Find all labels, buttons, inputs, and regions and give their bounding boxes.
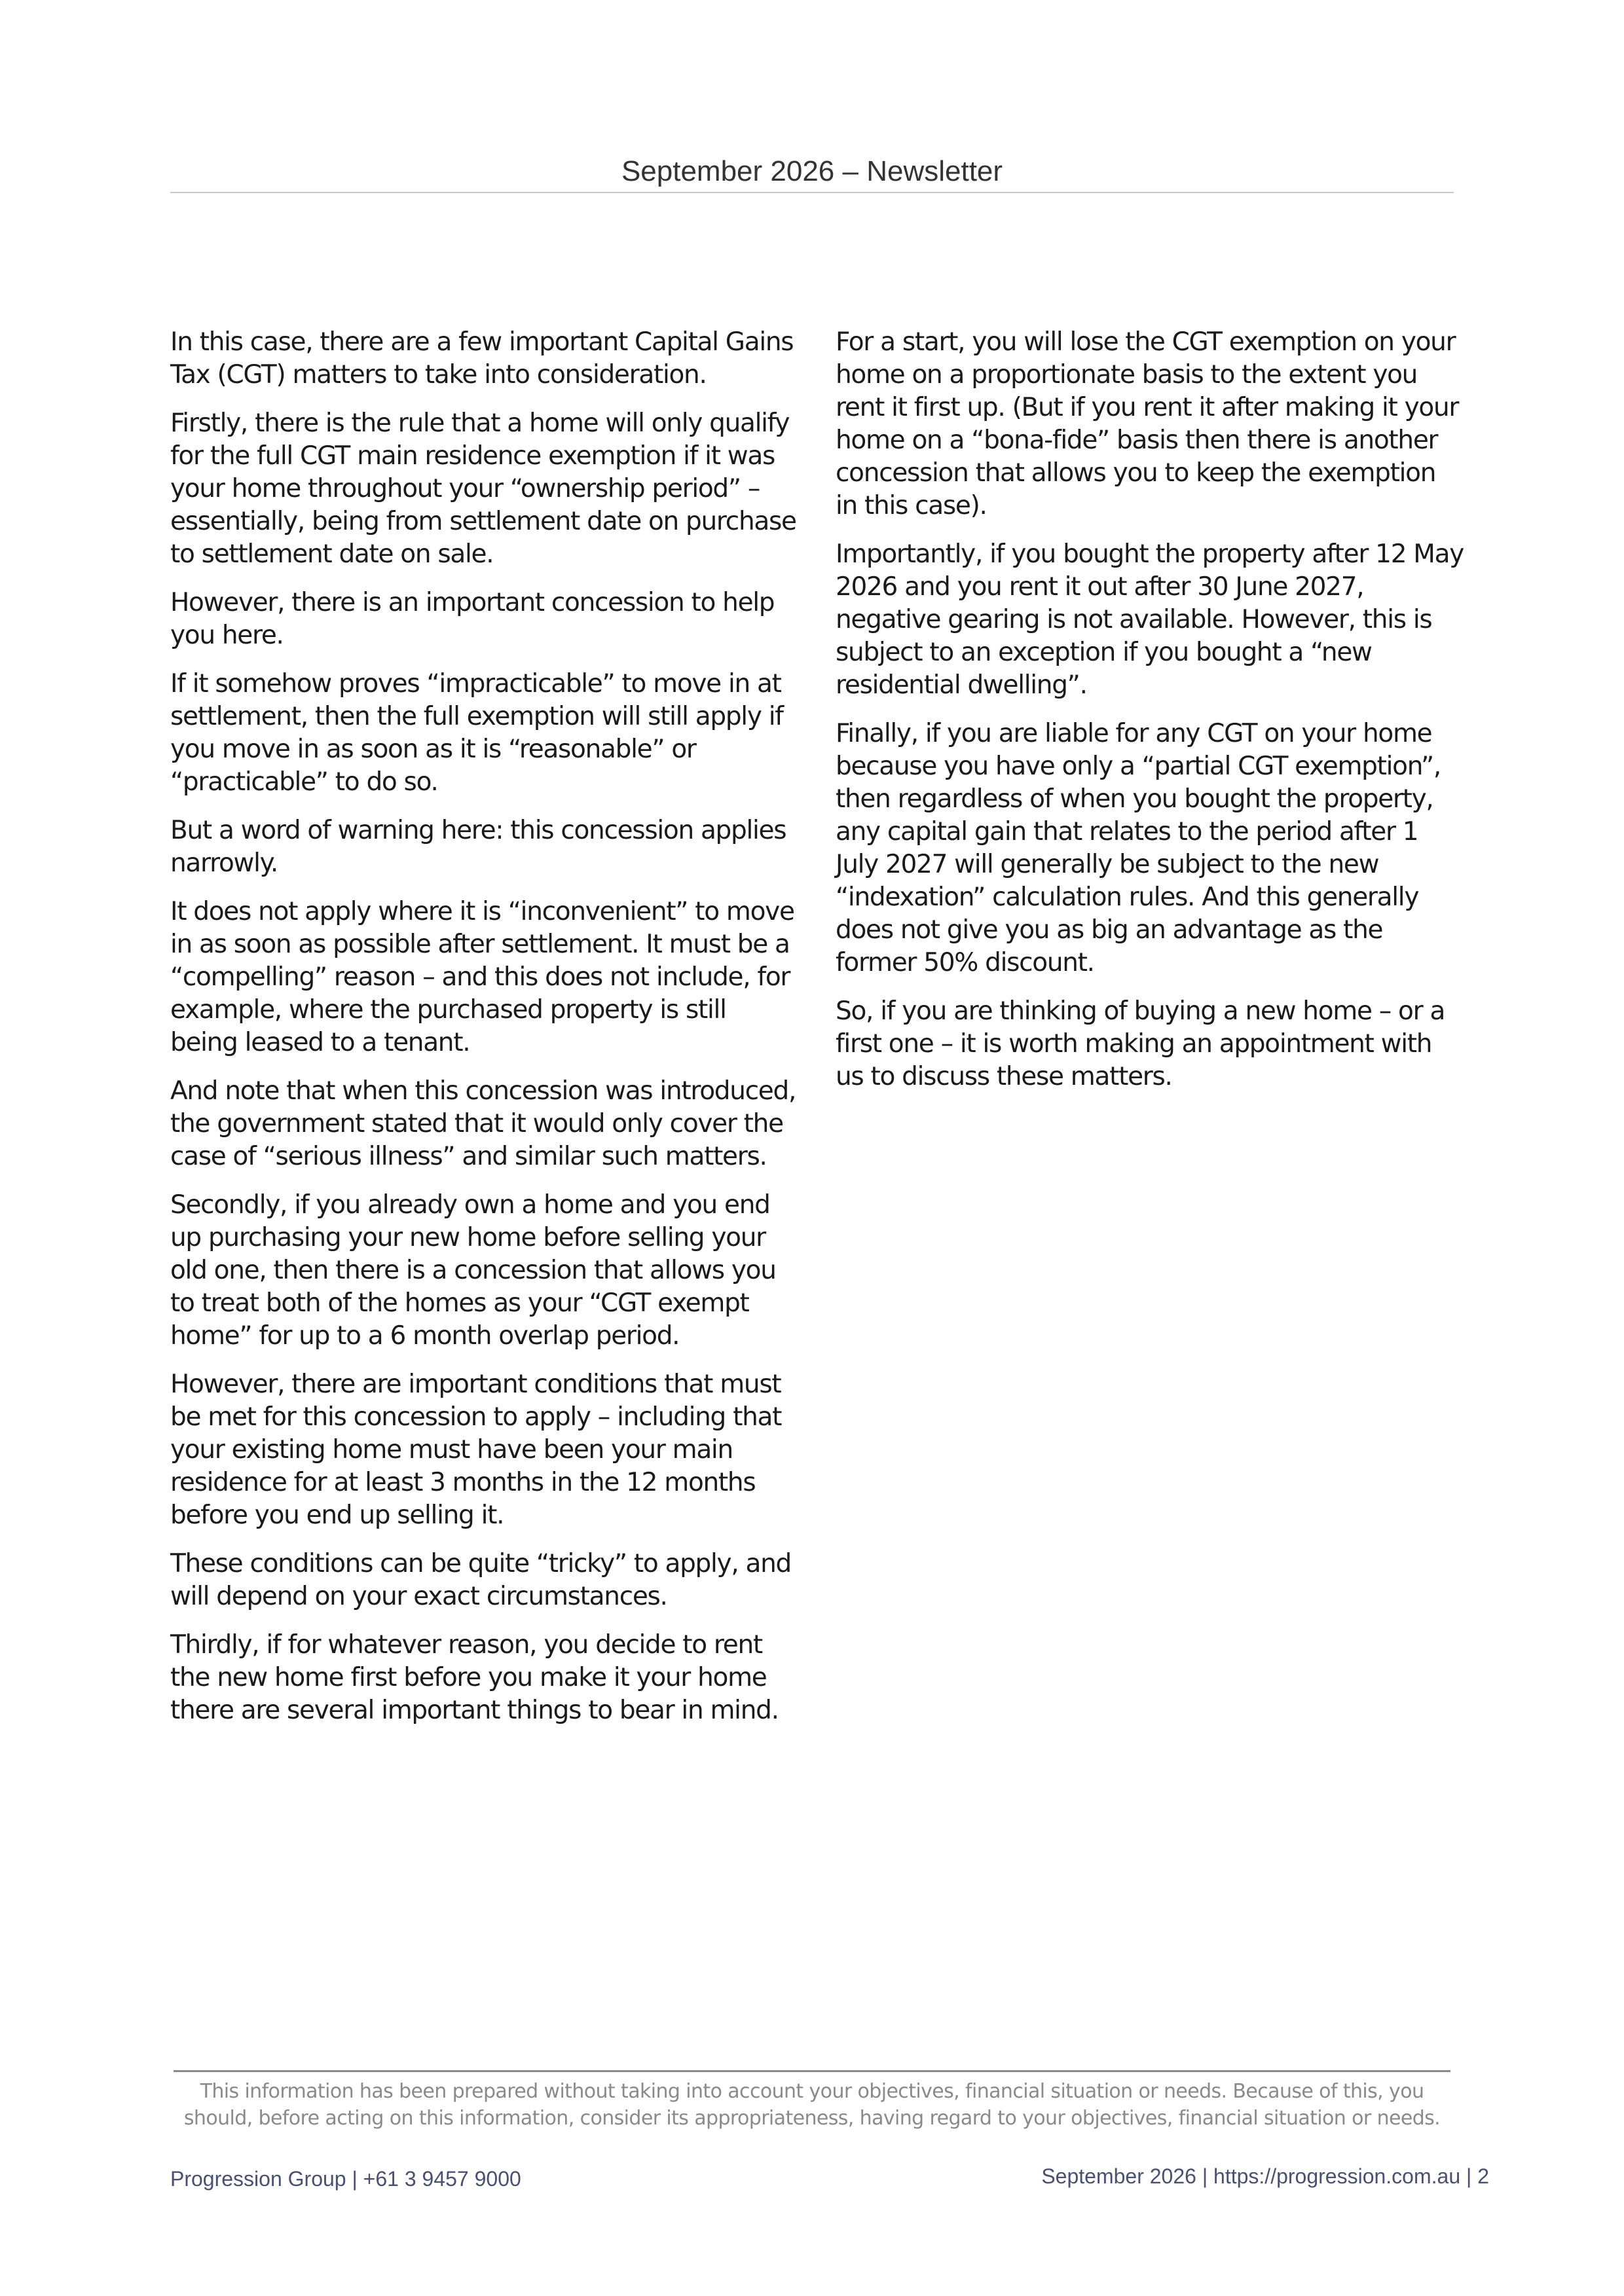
article-left-column (170, 326, 799, 1743)
paragraph: Thirdly, if for whatever reason, you decide to rent the new home first before you make it your home there are several important things to bear in mind. (170, 1630, 779, 1725)
paragraph: If it somehow proves “impracticable” to move in at settlement, then the full exemption will still apply if you move in as soon as it is “reasonable” or “practicable” to do so. (170, 669, 783, 797)
paragraph: Secondly, if you already own a home and you end up purchasing your new home before selling your old one, then there is a concession that allows you to treat both of the homes as your “CGT exempt home” for up to a 6 month overlap period. (170, 1190, 776, 1351)
paragraph: Firstly, there is the rule that a home will only qualify for the full CGT main residence exemption if it was your home throughout your “ownership period” – essentially, being from settlement date on purchase to settlement date on sale. (170, 409, 796, 569)
paragraph: For a start, you will lose the CGT exemption on your home on a proportionate basis to the extent you rent it first up. (But if you rent it after making it your home on a “bona-fide” basis then there is another concession that allows you to keep the exemption in this case). (836, 327, 1459, 520)
disclaimer-line: This information has been prepared without taking into account your objectives, financial situation or needs. Because of this, you (200, 2080, 1424, 2103)
paragraph: Importantly, if you bought the property after 12 May 2026 and you rent it out after 30 June 2027, negative gearing is not available. However, this is subject to an exception if you bought a “new residential dwelling”. (836, 539, 1464, 700)
paragraph: However, there is an important concession to help you here. (170, 588, 775, 650)
footer-contact: Progression Group | +61 3 9457 9000 (170, 2167, 521, 2191)
header-divider (170, 192, 1454, 193)
footer-date-url-page: September 2026 | https://progression.com.au | 2 (1041, 2164, 1489, 2188)
paragraph: And note that when this concession was introduced, the government stated that it would only cover the case of “serious illness” and similar such matters. (170, 1076, 796, 1171)
footer-divider (174, 2070, 1450, 2072)
disclaimer-line: should, before acting on this information, consider its appropriateness, having regard to your objectives, financial situation or needs. (183, 2107, 1441, 2130)
paragraph: But a word of warning here: this concession applies narrowly. (170, 816, 786, 878)
disclaimer (170, 2078, 1454, 2132)
paragraph: It does not apply where it is “inconvenient” to move in as soon as possible after settlement. It must be a “compelling” reason – and this does not include, for example, where the purchased property is still being leased to a tenant. (170, 897, 794, 1057)
paragraph: These conditions can be quite “tricky” to apply, and will depend on your exact circumstances. (170, 1549, 792, 1611)
paragraph: In this case, there are a few important Capital Gains Tax (CGT) matters to take into consideration. (170, 327, 794, 390)
newsletter-header-title: September 2026 – Newsletter (621, 155, 1003, 187)
paragraph: However, there are important conditions that must be met for this concession to apply – including that your existing home must have been your main residence for at least 3 months in the 12 months before you end up selling it. (170, 1370, 782, 1530)
article-right-column (836, 326, 1464, 1109)
paragraph: Finally, if you are liable for any CGT on your home because you have only a “partial CGT exemption”, then regardless of when you bought the property, any capital gain that relates to the period after 1 July 2027 will generally be subject to the new “indexation” calculation rules. And this generally does not give you as big an advantage as the former 50% discount. (836, 719, 1441, 977)
paragraph: So, if you are thinking of buying a new home – or a first one – it is worth making an appointment with us to discuss these matters. (836, 996, 1445, 1091)
